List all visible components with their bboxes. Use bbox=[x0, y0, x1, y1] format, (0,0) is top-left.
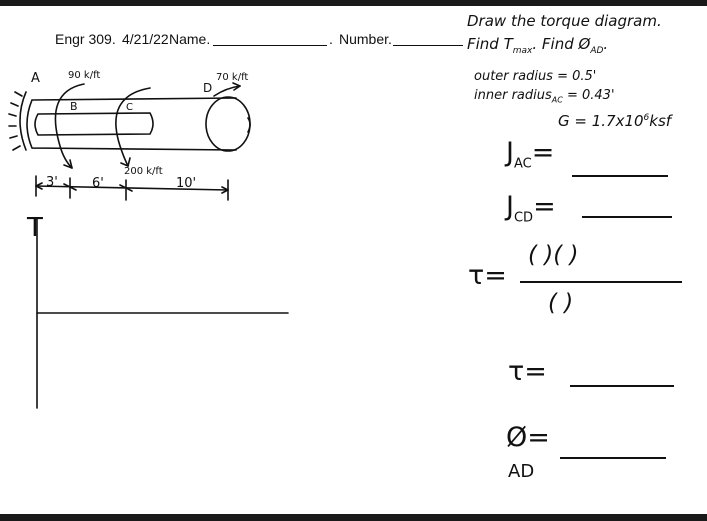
inner-bore bbox=[35, 113, 153, 135]
instruction-line-1: Draw the torque diagram. bbox=[467, 12, 662, 30]
j-ac-answer-line[interactable] bbox=[572, 175, 668, 177]
j-ac-label: $J_{AC}=$ bbox=[506, 137, 555, 172]
fixed-support bbox=[20, 92, 26, 150]
inner-radius-text: inner radius$_{AC}$ = 0.43' bbox=[474, 88, 615, 105]
point-b-label: B bbox=[70, 100, 78, 113]
dimension-bc-label: 6' bbox=[92, 176, 104, 191]
tau-result-label: τ= bbox=[508, 356, 547, 387]
instruction-line-2: Find $T_{max}$. Find $Ø_{AD}$. bbox=[467, 35, 609, 56]
outer-radius-text: outer radius = 0.5' bbox=[474, 69, 597, 84]
torque-axis-label: T bbox=[27, 213, 43, 243]
shear-modulus-text: $G = 1.7x10^6ksf$ bbox=[558, 112, 672, 130]
dimension-ab-label: 3' bbox=[46, 175, 58, 190]
point-d-label: D bbox=[203, 81, 213, 95]
dimension-cd-label: 10' bbox=[176, 176, 197, 191]
phi-ad-subscript: AD bbox=[508, 461, 535, 482]
name-label: Name. bbox=[169, 31, 211, 47]
point-a-label: A bbox=[31, 71, 40, 86]
torque-arrow-d bbox=[214, 86, 240, 96]
point-c-label: C bbox=[126, 102, 133, 113]
tau-numerator: ( )( ) bbox=[528, 242, 579, 268]
number-label: Number. bbox=[339, 31, 392, 47]
end-face-d bbox=[206, 97, 250, 151]
dimension-line bbox=[36, 186, 228, 190]
worksheet-page: Engr 309. 4/21/22 Name. . Number. Draw the torque diagram. Find $T_{max}$. Find $Ø_{AD}$. outer radius = 0.5' inner radius$_{AC}$ = 0.43' $G = 1.7x10^6ksf$ A B C D 90 k/ft 200 k/ft 70 k/ft 3' 6' 10' T $J_{AC}=$ $J_{CD}=$ τ= ( )( ) ( ) τ= Ø= AD bbox=[0, 0, 707, 521]
torque-d-label: 70 k/ft bbox=[216, 72, 249, 83]
tau-formula-label: τ= bbox=[468, 260, 507, 291]
date-label: 4/21/22 bbox=[122, 31, 169, 47]
tau-fraction-bar bbox=[520, 281, 682, 283]
phi-ad-label: Ø= bbox=[506, 422, 550, 453]
j-cd-answer-line[interactable] bbox=[582, 216, 672, 218]
bottom-border bbox=[0, 514, 707, 521]
j-cd-label: $J_{CD}=$ bbox=[506, 191, 556, 226]
torque-arrow-b bbox=[55, 84, 84, 168]
torque-c-label: 200 k/ft bbox=[124, 166, 163, 177]
torque-b-label: 90 k/ft bbox=[68, 70, 101, 81]
tau-answer-line[interactable] bbox=[570, 385, 674, 387]
tau-denominator: ( ) bbox=[548, 290, 574, 316]
phi-answer-line[interactable] bbox=[560, 457, 666, 459]
course-label: Engr 309. bbox=[55, 31, 116, 47]
